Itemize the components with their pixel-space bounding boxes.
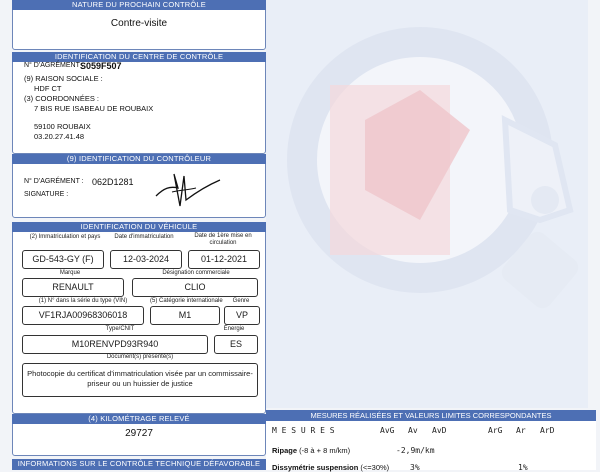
vehicle-immat-value: GD-543-GY (F) (22, 250, 104, 269)
centre-address-line2: 59100 ROUBAIX (34, 122, 91, 131)
vehicle-designation-label: Désignation commerciale (162, 270, 230, 276)
vehicle-documents-value: Photocopie du certificat d'immatriculation visée par un commissaire-priseur ou un huissier de justice (22, 363, 258, 397)
vehicle-energie-label: Énergie (223, 326, 245, 332)
mileage-header: (4) KILOMÉTRAGE RELEVÉ (12, 414, 266, 424)
vehicle-marque-value: RENAULT (22, 278, 124, 297)
inspector-header: (9) IDENTIFICATION DU CONTRÔLEUR (12, 154, 266, 164)
centre-phone: 03.20.27.41.48 (34, 132, 85, 141)
inspector-signature-label: SIGNATURE : (24, 191, 69, 198)
measures-title: M E S U R E S (272, 426, 335, 435)
measures-col-av: Av (408, 426, 418, 435)
suspension-av-value: 3% (410, 463, 420, 472)
ripage-label (272, 446, 350, 455)
suspension-label (272, 463, 389, 472)
suspension-range: (<=30%) (360, 463, 390, 472)
car-inspection-watermark-icon (270, 10, 590, 310)
centre-agrement-value: S059F507 (80, 61, 122, 71)
vehicle-type-label: Type/CNIT (105, 326, 135, 332)
next-control-value: Contre-visite (110, 18, 168, 29)
suspension-ar-value: 1% (518, 463, 528, 472)
inspector-signature (150, 166, 224, 214)
centre-agrement-label: N° D'AGRÉMENT : (24, 62, 84, 69)
ripage-label-text: Ripage (272, 446, 298, 455)
measures-col-avd: AvD (432, 426, 447, 435)
vehicle-categorie-label: (5) Catégorie internationale (150, 298, 223, 304)
vehicle-type-value: M10RENVPD93R940 (22, 335, 208, 354)
vehicle-genre-value: VP (224, 306, 260, 325)
inspector-agrement-value: 062D1281 (92, 177, 134, 187)
vehicle-header: IDENTIFICATION DU VÉHICULE (12, 222, 266, 232)
centre-header: IDENTIFICATION DU CENTRE DE CONTRÔLE (12, 52, 266, 62)
vehicle-marque-label: Marque (59, 270, 81, 276)
vehicle-categorie-value: M1 (150, 306, 220, 325)
vehicle-date-immat-value: 12-03-2024 (110, 250, 182, 269)
centre-raison-value: HDF CT (34, 84, 62, 93)
measures-col-avg: AvG (380, 426, 395, 435)
ripage-range: (-8 à + 8 m/km) (299, 446, 351, 455)
vehicle-vin-label: (1) N° dans la série du type (VIN) (38, 298, 128, 304)
suspension-label-text: Dissymétrie suspension (272, 463, 359, 472)
vehicle-energie-value: ES (214, 335, 258, 354)
vehicle-vin-value: VF1RJA00968306018 (22, 306, 144, 325)
vehicle-date-circ-value: 01-12-2021 (188, 250, 260, 269)
mileage-value: 29727 (125, 428, 153, 439)
measures-header: MESURES RÉALISÉES ET VALEURS LIMITES CORRESPONDANTES (266, 410, 596, 421)
vehicle-designation-value: CLIO (132, 278, 258, 297)
centre-coord-label: (3) COORDONNÉES : (24, 94, 100, 103)
vehicle-date-immat-label: Date d'immatriculation (114, 234, 174, 240)
centre-address-line1: 7 BIS RUE ISABEAU DE ROUBAIX (34, 104, 154, 113)
vehicle-documents-label: Document(s) présenté(s) (106, 354, 174, 360)
unfavorable-info-header: INFORMATIONS SUR LE CONTRÔLE TECHNIQUE DÉFAVORABLE (12, 459, 266, 470)
measures-col-ard: ArD (540, 426, 555, 435)
measures-col-ar: Ar (516, 426, 526, 435)
centre-raison-label: (9) RAISON SOCIALE : (24, 74, 103, 83)
vehicle-immat-label: (2) Immatriculation et pays (29, 234, 101, 240)
ripage-value: -2,9m/km (396, 446, 435, 455)
inspector-agrement-label: N° D'AGRÉMENT : (24, 178, 84, 185)
vehicle-date-circ-label: Date de 1ère mise en circulation (194, 233, 252, 246)
next-control-header: NATURE DU PROCHAIN CONTRÔLE (12, 0, 266, 10)
vehicle-genre-label: Genre (232, 298, 250, 304)
measures-col-arg: ArG (488, 426, 503, 435)
